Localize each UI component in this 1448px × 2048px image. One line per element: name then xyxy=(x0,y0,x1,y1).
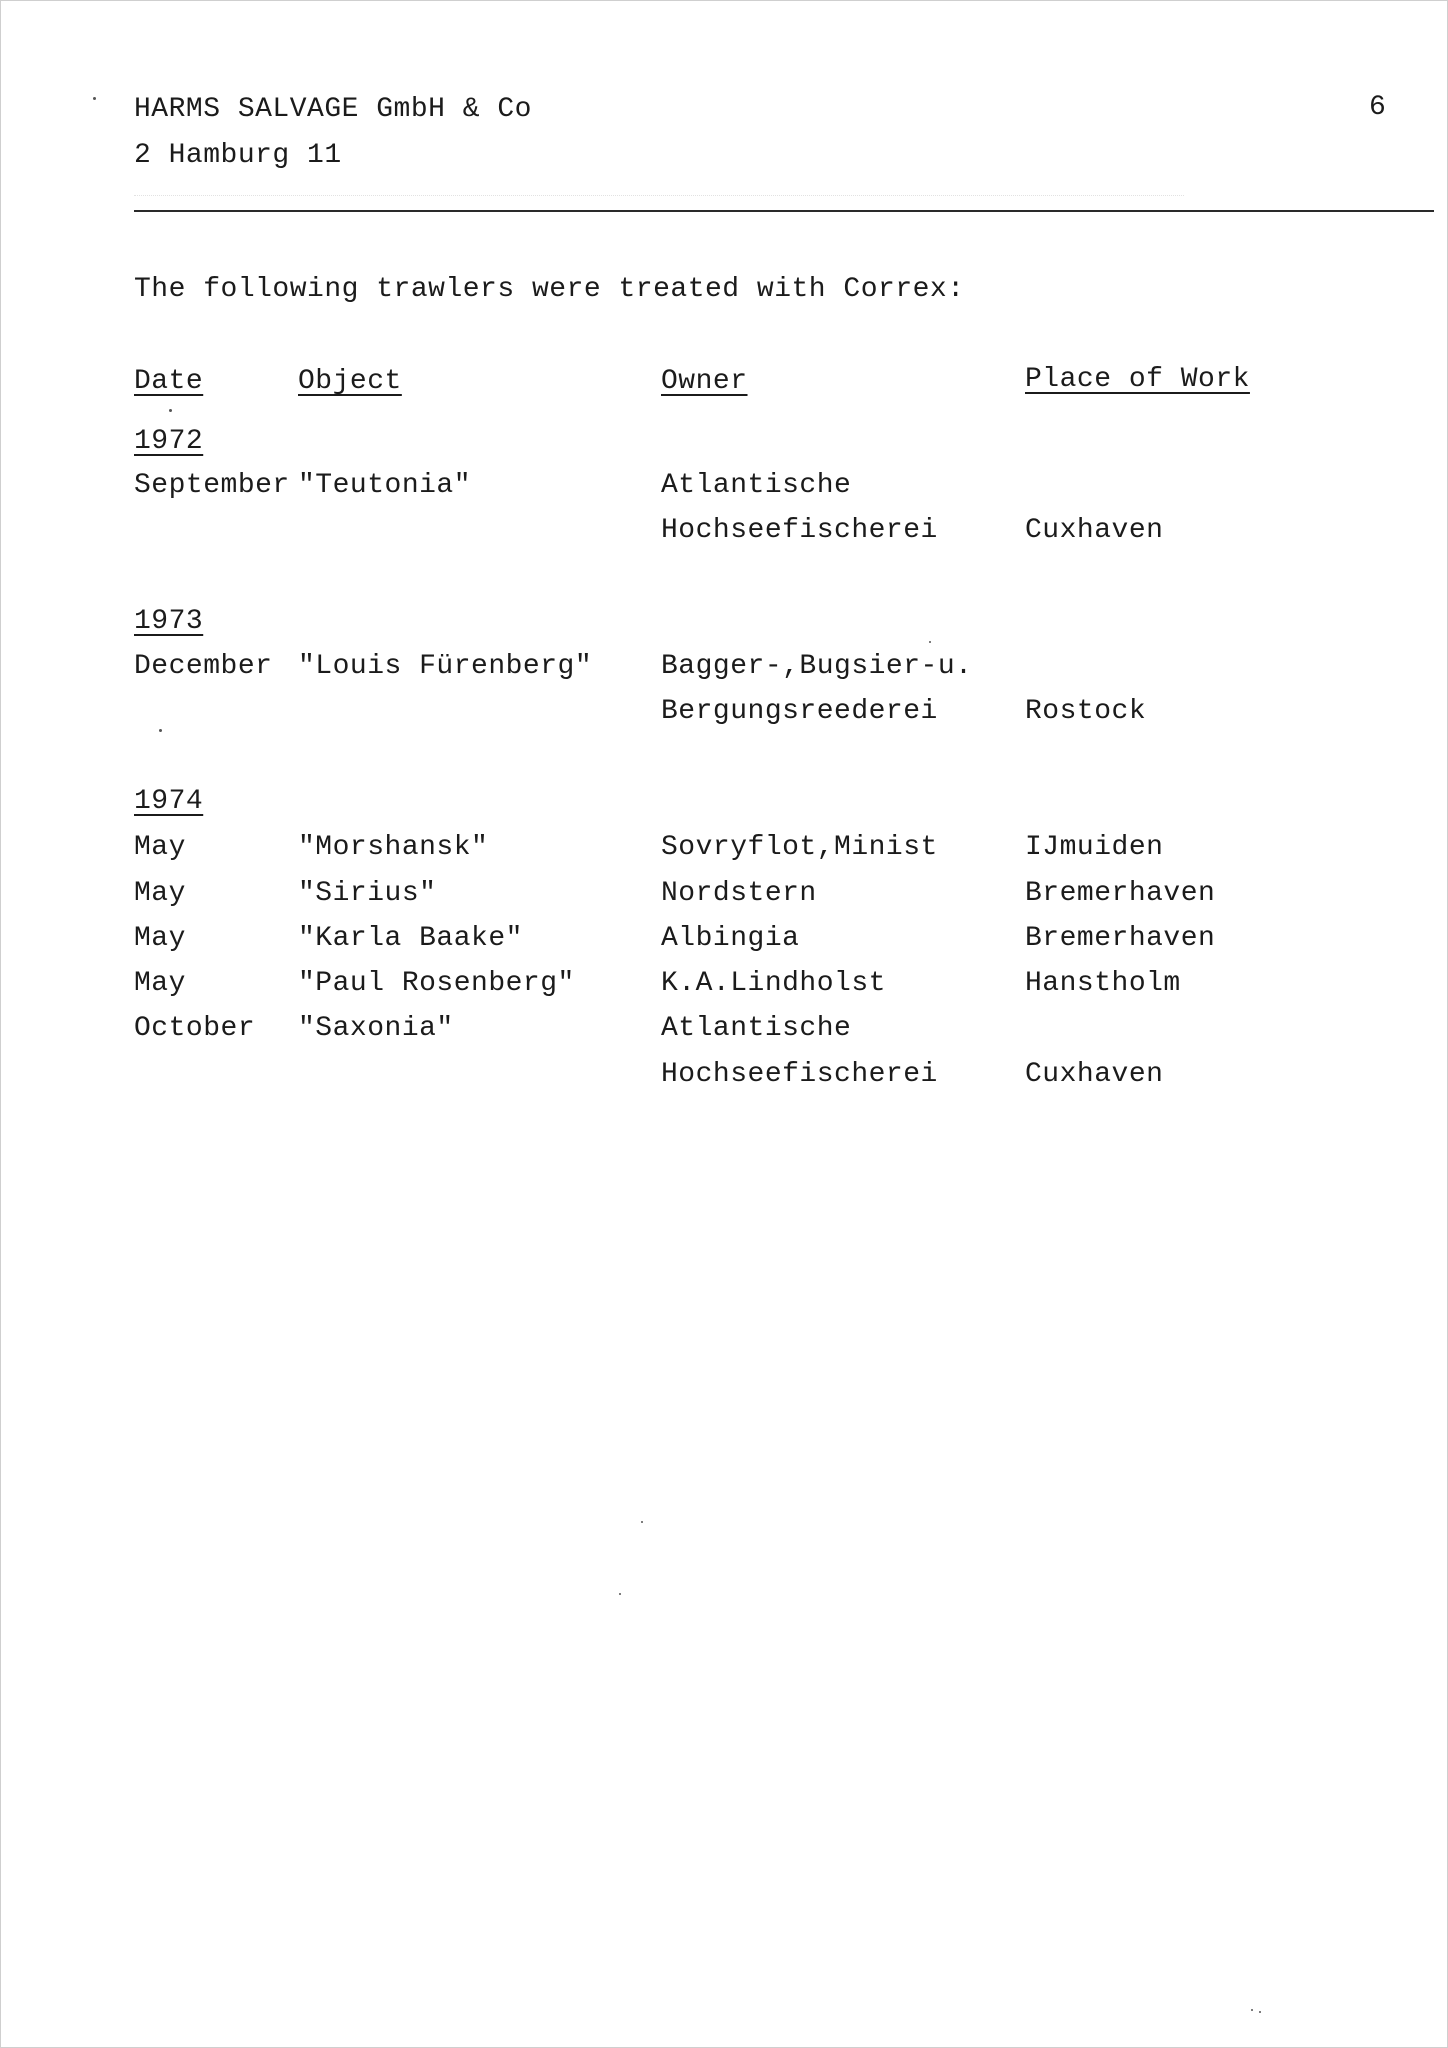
company-address: 2 Hamburg 11 xyxy=(134,140,342,171)
company-name: HARMS SALVAGE GmbH & Co xyxy=(134,94,532,125)
column-header-place: Place of Work xyxy=(1025,364,1250,395)
entry-owner: Sovryflot,Minist xyxy=(661,832,938,863)
faint-dotted-line xyxy=(134,195,1184,197)
year-heading: 1974 xyxy=(134,786,204,817)
year-heading: 1973 xyxy=(134,606,204,637)
entry-object: "Teutonia" xyxy=(298,470,472,501)
scan-speck xyxy=(93,97,96,100)
column-header-date: Date xyxy=(134,366,204,397)
header-divider xyxy=(134,210,1434,212)
entry-date: September xyxy=(134,470,290,501)
scan-speck xyxy=(641,1521,643,1523)
entry-owner-line2: Hochseefischerei xyxy=(661,515,938,546)
entry-place: Bremerhaven xyxy=(1025,878,1216,909)
intro-sentence: The following trawlers were treated with Correx: xyxy=(134,274,965,305)
entry-date: May xyxy=(134,832,186,863)
entry-date: May xyxy=(134,968,186,999)
entry-place: Cuxhaven xyxy=(1025,1059,1164,1090)
scan-speck xyxy=(619,1593,621,1595)
entry-object: "Saxonia" xyxy=(298,1013,454,1044)
entry-date: May xyxy=(134,923,186,954)
entry-owner: Nordstern xyxy=(661,878,817,909)
year-heading: 1972 xyxy=(134,426,204,457)
entry-place: Hanstholm xyxy=(1025,968,1181,999)
scan-speck xyxy=(1251,2009,1253,2011)
entry-object: "Paul Rosenberg" xyxy=(298,968,575,999)
entry-place: Rostock xyxy=(1025,696,1147,727)
entry-owner-line2: Bergungsreederei xyxy=(661,696,938,727)
entry-owner-line1: Bagger-,Bugsier-u. xyxy=(661,651,973,682)
entry-place: Cuxhaven xyxy=(1025,515,1164,546)
scan-speck xyxy=(929,641,931,643)
entry-owner-line2: Hochseefischerei xyxy=(661,1059,938,1090)
entry-owner-line1: Atlantische xyxy=(661,1013,852,1044)
page-number: 6 xyxy=(1369,92,1387,123)
entry-date: May xyxy=(134,878,186,909)
entry-place: Bremerhaven xyxy=(1025,923,1216,954)
entry-object: "Louis Fürenberg" xyxy=(298,651,593,682)
entry-object: "Karla Baake" xyxy=(298,923,523,954)
scan-speck xyxy=(169,409,172,412)
entry-owner: K.A.Lindholst xyxy=(661,968,886,999)
entry-object: "Morshansk" xyxy=(298,832,489,863)
column-header-object: Object xyxy=(298,366,402,397)
entry-date: October xyxy=(134,1013,256,1044)
column-header-owner: Owner xyxy=(661,366,748,397)
entry-object: "Sirius" xyxy=(298,878,437,909)
scan-speck xyxy=(159,729,162,732)
entry-owner-line1: Atlantische xyxy=(661,470,852,501)
scan-speck xyxy=(1259,2011,1261,2013)
entry-date: December xyxy=(134,651,273,682)
entry-owner: Albingia xyxy=(661,923,800,954)
entry-place: IJmuiden xyxy=(1025,832,1164,863)
